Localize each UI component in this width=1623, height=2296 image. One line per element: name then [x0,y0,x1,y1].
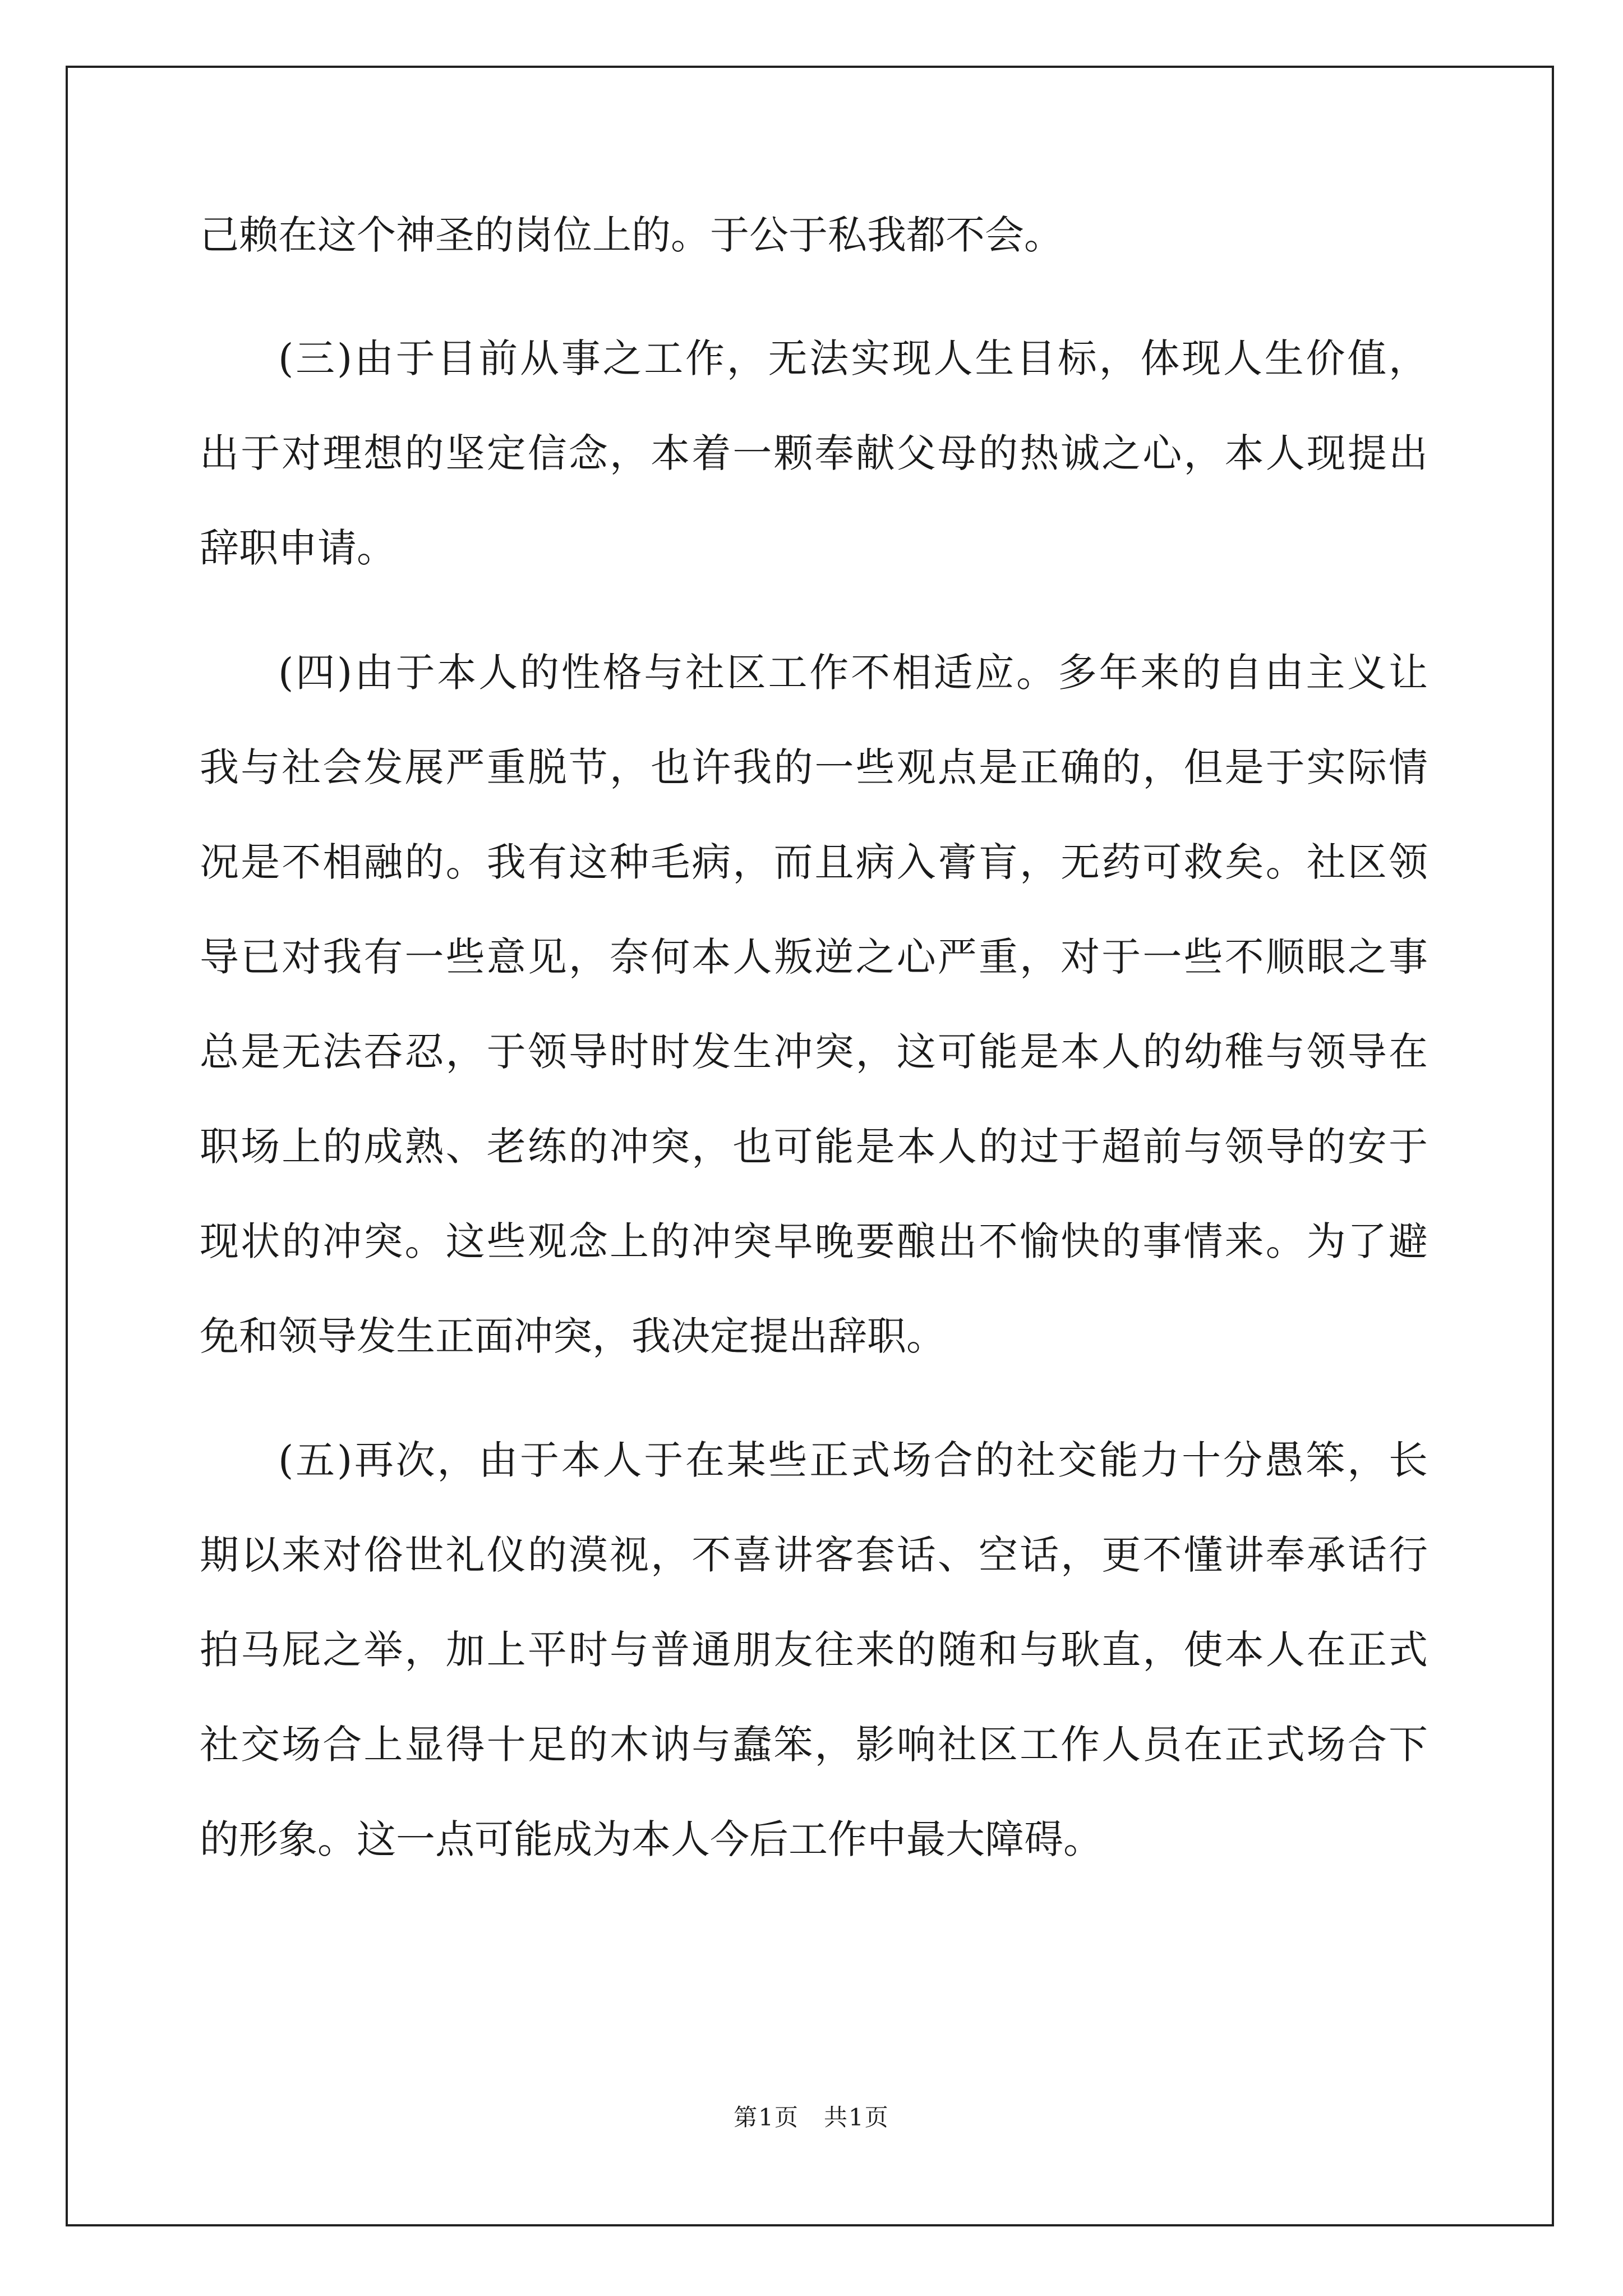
paragraph-line: (四)由于本人的性格与社区工作不相适应。多年来的自由主义让 [278,650,1428,696]
paragraph-line: (五)再次，由于本人于在某些正式场合的社交能力十分愚笨，长 [278,1437,1428,1483]
paragraph-line: 现状的冲突。这些观念上的冲突早晚要酿出不愉快的事情来。为了避 [200,1218,1428,1264]
paragraph-line: 辞职申请。 [200,525,396,571]
paragraph-line: (三)由于目前从事之工作，无法实现人生目标，体现人生价值， [278,335,1428,381]
paragraph-line: 我与社会发展严重脱节，也许我的一些观点是正确的，但是于实际情 [200,744,1428,790]
paragraph-line: 职场上的成熟、老练的冲突，也可能是本人的过于超前与领导的安于 [200,1124,1428,1170]
paragraph-line: 拍马屁之举，加上平时与普通朋友往来的随和与耿直，使本人在正式 [200,1627,1428,1673]
paragraph-line: 的形象。这一点可能成为本人今后工作中最大障碍。 [200,1816,1103,1862]
paragraph-line: 总是无法吞忍，于领导时时发生冲突，这可能是本人的幼稚与领导在 [200,1029,1428,1075]
paragraph-line: 免和领导发生正面冲突，我决定提出辞职。 [200,1313,946,1359]
paragraph-line: 社交场合上显得十足的木讷与蠢笨，影响社区工作人员在正式场合下 [200,1722,1428,1768]
paragraph-line: 导已对我有一些意见，奈何本人叛逆之心严重，对于一些不顺眼之事 [200,934,1428,980]
page-number-footer: 第1页 共1页 [734,2104,889,2131]
paragraph-line: 出于对理想的坚定信念，本着一颗奉献父母的热诚之心，本人现提出 [200,430,1428,476]
paragraph-line: 期以来对俗世礼仪的漠视，不喜讲客套话、空话，更不懂讲奉承话行 [200,1532,1428,1578]
paragraph-line: 况是不相融的。我有这种毛病，而且病入膏肓，无药可救矣。社区领 [200,839,1428,885]
paragraph-line: 己赖在这个神圣的岗位上的。于公于私我都不会。 [200,212,1063,258]
